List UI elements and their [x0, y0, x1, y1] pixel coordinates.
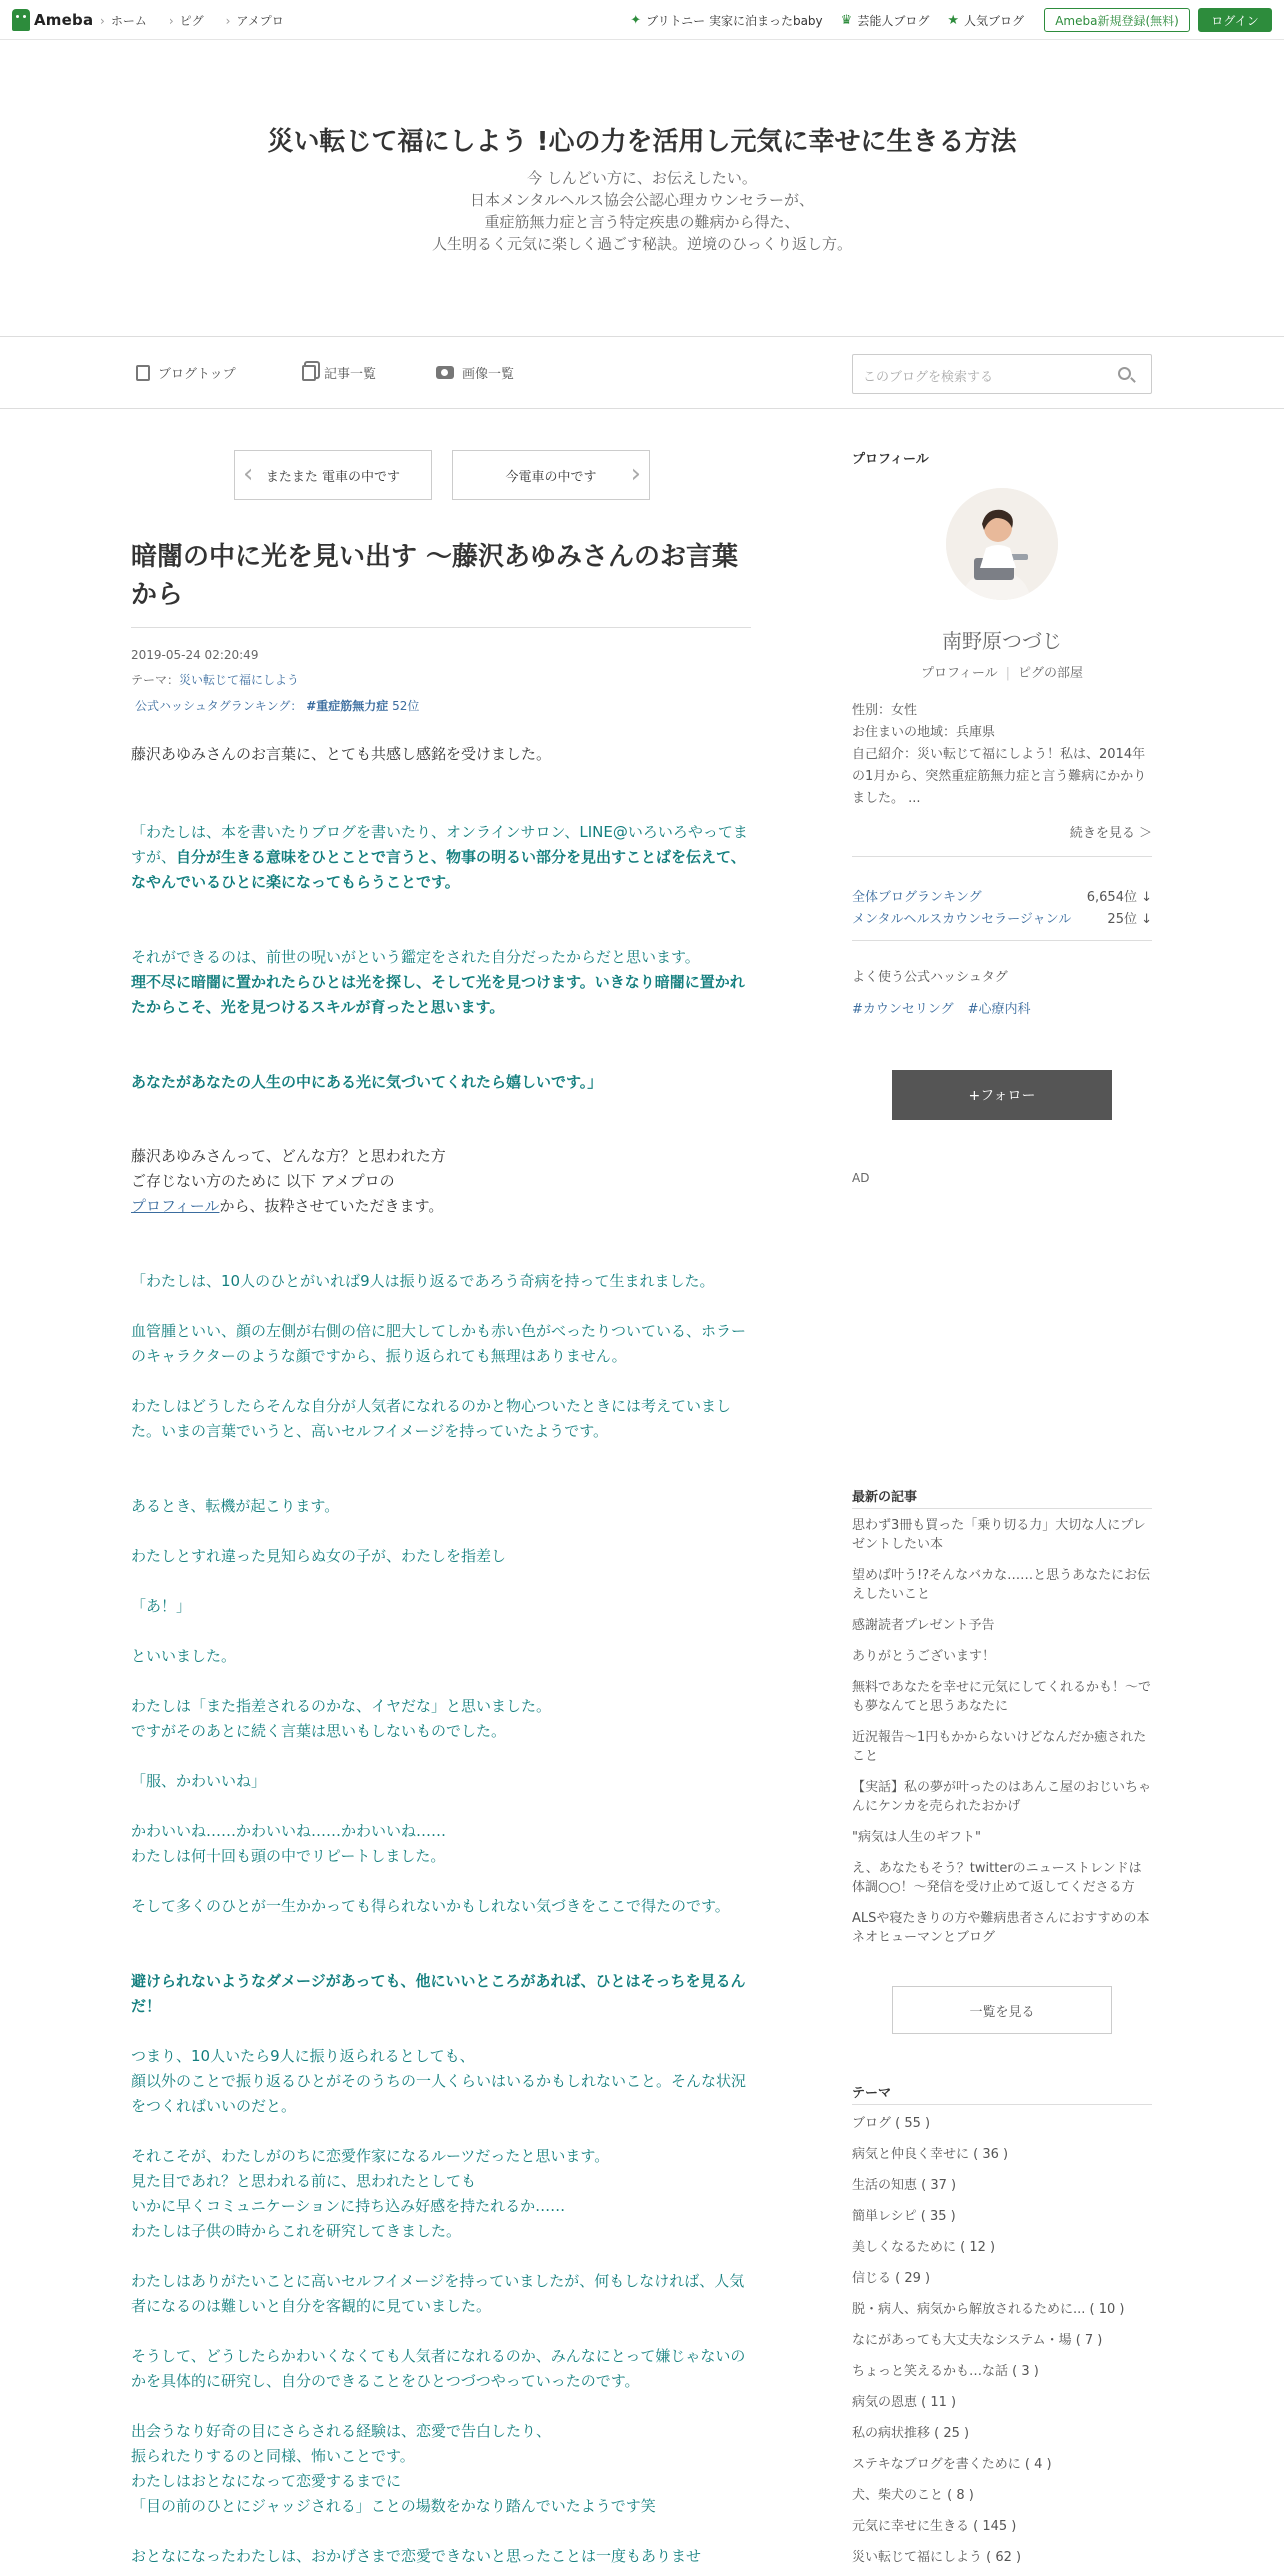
recent-articles [852, 1516, 1152, 1959]
theme-link[interactable]: 病気と仲良く幸せに ( 36 ) [852, 2147, 1009, 2162]
paragraph [131, 1969, 751, 2019]
quote-text: それができるのは、前世の呪いがという鑑定をされた自分だったからだと思います。 [131, 948, 700, 966]
text-line: つまり、10人いたら9人に振り返られるとしても、 [131, 2047, 475, 2065]
image-list-link[interactable] [436, 363, 514, 382]
text-line: いかに早くコミュニケーションに持ち込み好感を持たれるか…… [131, 2197, 566, 2215]
recent-article-link[interactable]: 近況報告〜1円もかからないけどなんだか癒されたこと [852, 1730, 1147, 1764]
paragraph [131, 2044, 751, 2119]
quote-bold: あなたがあなたの人生の中にある光に気づいてくれたら嬉しいです。」 [131, 1073, 603, 1091]
text-line: わたしはおとなになって恋愛するまでに [131, 2472, 402, 2490]
featured-links [630, 12, 1024, 29]
theme-link[interactable]: 信じる ( 29 ) [852, 2271, 931, 2286]
theme-link[interactable]: 災い転じて福にしよう [179, 673, 300, 687]
recent-article-link[interactable]: 【実話】私の夢が叶ったのはあんこ屋のおじいちゃんにケンカを売られたおかげ [852, 1780, 1152, 1814]
quote-bold: 自分が生きる意味をひとことで言うと、物事の明るい部分を見出すことばを伝えて、なやんでいるひとに楽になってもらうことです。 [131, 848, 746, 891]
nav-amepro[interactable]: › アメプロ [226, 12, 284, 29]
blog-header [0, 41, 1284, 337]
celebrity-blog-label: 芸能人ブログ [857, 14, 930, 28]
camera-icon [436, 366, 454, 379]
read-more-link[interactable]: 続きを見る ＞ [1069, 826, 1152, 841]
paragraph: そして多くのひとが一生かかっても得られないかもしれない気づきをここで得たのです。 [131, 1897, 730, 1915]
divider [852, 856, 1152, 857]
search-icon[interactable] [1118, 367, 1131, 380]
ad-label: AD [852, 1171, 870, 1185]
blog-desc-line: 人生明るく元気に楽しく過ごす秘訣。逆境のひっくり返し方。 [431, 235, 852, 253]
theme-link[interactable]: ちょっと笑えるかも…な話 ( 3 ) [852, 2364, 1039, 2379]
ameba-logo-icon [12, 9, 30, 31]
paragraph: わたしとすれ違った見知らぬ女の子が、わたしを指差し [131, 1547, 507, 1565]
paragraph: 藤沢あゆみさんのお言葉に、とても共感し感銘を受けました。 [131, 745, 552, 763]
divider [852, 2104, 1152, 2105]
profile-link[interactable]: プロフィール [131, 1197, 220, 1215]
article-list-label: 記事一覧 [324, 367, 377, 382]
celebrity-blog-link[interactable] [841, 12, 930, 29]
paragraph [131, 1144, 751, 1219]
recent-article-link[interactable]: 無料であなたを幸せに元気にしてくれるかも！〜でも夢なんてと思うあなたに [852, 1680, 1152, 1714]
blog-nav [0, 337, 1284, 409]
hashtag-ranking-label: 公式ハッシュタグランキング： [135, 699, 303, 713]
theme-label: テーマ： [131, 673, 180, 687]
recent-article-link[interactable]: 思わず3冊も買った「乗り切る力」大切な人にプレゼントしたい本 [852, 1518, 1146, 1552]
login-button[interactable]: ログイン [1198, 8, 1272, 32]
quote-paragraph [131, 945, 751, 1020]
text-line: ご存じない方のために 以下 アメプロの [131, 1172, 395, 1190]
recent-article-link[interactable]: ありがとうございます！ [852, 1649, 996, 1664]
divider [852, 1508, 1152, 1509]
quote-paragraph [131, 820, 751, 895]
profile-info [852, 700, 1152, 810]
global-header [0, 0, 1284, 40]
separator: | [1005, 666, 1011, 681]
blog-desc-line: 今 しんどい方に、お伝えしたい。 [527, 169, 757, 187]
recent-heading: 最新の記事 [852, 1490, 918, 1505]
document-icon [136, 365, 150, 381]
recent-article-link[interactable]: 望めば叶う!?そんなバカな……と思うあなたにお伝えしたいこと [852, 1568, 1151, 1602]
text-line: 「目の前のひとにジャッジされる」ことの場数をかなり踏んでいたようです笑 [131, 2497, 656, 2515]
recent-article-link[interactable]: え、あなたもそう？twitterのニューストレンドは体調○○！〜発信を受け止めて返してくださる方 [852, 1861, 1142, 1895]
crown-icon: ♛ [840, 13, 853, 28]
theme-link[interactable]: ブログ ( 55 ) [852, 2116, 931, 2131]
overall-ranking[interactable] [852, 886, 1152, 905]
text-line: わたしは「また指差されるのかな、イヤだな」と思いました。 [131, 1697, 552, 1715]
profile-area: お住まいの地域：兵庫県 [852, 725, 996, 740]
article-title[interactable]: 暗闇の中に光を見い出す 〜藤沢あゆみさんのお言葉から [131, 542, 739, 610]
article-date: 2019-05-24 02:20:49 [131, 648, 259, 662]
theme-link[interactable]: 生活の知恵 ( 37 ) [852, 2178, 957, 2193]
sparkle-icon: ✦ [630, 13, 642, 28]
theme-heading: テーマ [852, 2086, 892, 2101]
hashtag-link[interactable]: #心療内科 [967, 1002, 1031, 1017]
text-line: ですがそのあとに続く言葉は思いもしないものでした。 [131, 1722, 507, 1740]
paragraph [131, 2144, 751, 2244]
blog-top-link[interactable] [136, 363, 236, 382]
bold-text: 避けられないようなダメージがあっても、他にいいところがあれば、ひとはそっちを見るんだ！ [131, 1972, 746, 2015]
text-line: かわいいね……かわいいね……かわいいね…… [131, 1822, 447, 1840]
theme-link[interactable]: 元気に幸せに生きる ( 145 ) [852, 2519, 1017, 2534]
paragraph: 「服、かわいいね」 [131, 1772, 267, 1790]
ranking-label: メンタルヘルスカウンセラージャンル [852, 912, 1072, 927]
text-line: それこそが、わたしがのちに恋愛作家になるルーツだったと思います。 [131, 2147, 610, 2165]
popular-blog-link[interactable] [947, 12, 1024, 29]
quote-bold: 理不尽に暗闇に置かれたらひとは光を探し、そして光を見つけます。いきなり暗闇に置かれたからこそ、光を見つけるスキルが育ったと思います。 [131, 973, 745, 1016]
hashtag-link[interactable]: #カウンセリング [852, 1002, 954, 1017]
profile-intro: 自己紹介：災い転じて福にしよう！私は、2014年の1月から、突然重症筋無力症と言う難病にかかりました。 ... [852, 747, 1147, 806]
profile-heading: プロフィール [852, 452, 929, 467]
trend-link[interactable] [630, 12, 822, 29]
next-article-button[interactable] [452, 450, 650, 500]
popular-blog-label: 人気ブログ [963, 14, 1024, 28]
text-line [131, 1194, 751, 1219]
divider [131, 627, 751, 628]
paragraph: 「あ！」 [131, 1597, 192, 1615]
hashtag-link[interactable]: #重症筋無力症 [306, 699, 389, 713]
paragraph: といいました。 [131, 1647, 237, 1665]
ameba-logo[interactable] [12, 9, 93, 31]
blog-desc-line: 日本メンタルヘルス協会公認心理カウンセラーが、 [470, 191, 814, 209]
prev-article-label: またまた 電車の中です [265, 469, 401, 485]
genre-ranking[interactable] [852, 908, 1152, 927]
recent-article-link[interactable]: "病気は人生のギフト" [852, 1830, 981, 1845]
text-line: わたしは何十回も頭の中でリピートしました。 [131, 1847, 446, 1865]
blog-top-label: ブログトップ [158, 367, 236, 382]
text-span: から、抜粋させていただきます。 [219, 1197, 444, 1215]
ranking-value: 6,654位 ↓ [1086, 890, 1152, 905]
paragraph [131, 1819, 751, 1869]
nav-pig[interactable]: › ピグ [169, 12, 204, 29]
nav-home[interactable]: › ホーム [100, 12, 147, 29]
theme-link[interactable]: なにがあっても大丈夫なシステム・場 ( 7 ) [852, 2333, 1103, 2348]
blog-description [0, 167, 1284, 255]
theme-link[interactable]: 美しくなるために ( 12 ) [852, 2240, 996, 2255]
ranking-value: 25位 ↓ [1107, 912, 1152, 927]
paragraph: 「わたしは、10人のひとがいれば9人は振り返るであろう奇病を持って生まれました。 [131, 1272, 715, 1290]
theme-link[interactable]: 災い転じて福にしよう ( 62 ) [852, 2550, 1022, 2565]
profile-name[interactable]: 南野原つづじ [942, 629, 1062, 653]
avatar-photo [946, 488, 1058, 600]
blog-title[interactable]: 災い転じて福にしよう !心の力を活用し元気に幸せに生きる方法 [267, 127, 1017, 157]
paragraph: わたしはどうしたらそんな自分が人気者になれるのかと物心ついたときには考えていました。いまの言葉でいうと、高いセルフイメージを持っていたようです。 [131, 1397, 732, 1440]
profile-gender: 性別：女性 [852, 703, 918, 718]
theme-link[interactable]: 病気の恩恵 ( 11 ) [852, 2395, 957, 2410]
image-list-label: 画像一覧 [462, 367, 515, 382]
paragraph: そうして、どうしたらかわいくなくても人気者になれるのか、みんなにとって嫌じゃないのかを具体的に研究し、自分のできることをひとつづつやっていったのです。 [131, 2347, 746, 2390]
text-line: 見た目であれ？と思われる前に、思われたとしても [131, 2172, 477, 2190]
text-line: わたしは子供の時からこれを研究してきました。 [131, 2222, 462, 2240]
theme-link[interactable]: ステキなブログを書くために ( 4 ) [852, 2457, 1052, 2472]
global-nav [100, 12, 284, 29]
quote-text: 「わたしは、本を書いたりブログを書いたり、オンラインサロン、LINE@いろいろやってますが、 [131, 823, 748, 866]
avatar[interactable] [946, 488, 1058, 600]
blog-desc-line: 重症筋無力症と言う特定疾患の難病から得た、 [484, 213, 800, 231]
text-line: 出会うなり好奇の目にさらされる経験は、恋愛で告白したり、 [131, 2422, 552, 2440]
copy-icon [302, 365, 316, 381]
theme-link[interactable]: 私の病状推移 ( 25 ) [852, 2426, 970, 2441]
divider [852, 940, 1152, 941]
article-list-link[interactable] [302, 363, 376, 382]
paragraph: あるとき、転機が起こります。 [131, 1497, 340, 1515]
prev-article-button[interactable] [234, 450, 432, 500]
hashtags-heading: よく使う公式ハッシュタグ [852, 970, 1008, 985]
paragraph [131, 2419, 751, 2519]
theme-link[interactable]: 犬、柴犬のこと ( 8 ) [852, 2488, 974, 2503]
ranking-label: 全体ブログランキング [852, 890, 982, 905]
hashtag-list [852, 998, 1031, 1017]
paragraph [131, 1694, 751, 1744]
text-line: 顔以外のことで振り返るひとがそのうちの一人くらいはいるかもしれないこと。そんな状況をつくればいいのだと。 [131, 2072, 747, 2115]
recent-article-link[interactable]: 感謝読者プレゼント予告 [852, 1618, 995, 1633]
blog-search-input[interactable]: このブログを検索する [852, 354, 1152, 394]
pig-room-link[interactable]: ピグの部屋 [1018, 666, 1084, 681]
theme-list [852, 2112, 1152, 2568]
recent-article-link[interactable]: ALSや寝たきりの方や難病患者さんにおすすめの本ネオヒューマンとブログ [852, 1911, 1150, 1945]
quote-paragraph [131, 1070, 751, 1095]
profile-links [852, 662, 1152, 681]
text-line: 藤沢あゆみさんって、どんな方？と思われた方 [131, 1147, 446, 1165]
profile-link[interactable]: プロフィール [920, 666, 998, 681]
view-all-button[interactable]: 一覧を見る [892, 1986, 1112, 2034]
theme-link[interactable]: 脱・病人、病気から解放されるために... ( 10 ) [852, 2302, 1125, 2317]
hashtag-rank: 52位 [392, 699, 420, 713]
hashtag-ranking [135, 697, 419, 714]
paragraph: わたしはありがたいことに高いセルフイメージを持っていましたが、何もしなければ、人気者になるのは難しいと自分を客観的に見ていました。 [131, 2272, 745, 2315]
register-button[interactable]: Ameba新規登録(無料) [1044, 8, 1190, 32]
chevron-left-icon: ‹ [243, 459, 254, 489]
follow-button[interactable]: +フォロー [892, 1070, 1112, 1120]
next-article-label: 今電車の中です [505, 469, 597, 485]
chevron-right-icon: › [630, 459, 641, 489]
theme-link[interactable]: 簡単レシピ ( 35 ) [852, 2209, 956, 2224]
ameba-logo-text: Ameba [34, 11, 94, 29]
article-theme [131, 671, 299, 688]
paragraph: おとなになったわたしは、おかげさまで恋愛できないと思ったことは一度もありませ [131, 2547, 702, 2565]
paragraph: 血管腫といい、顔の左側が右側の倍に肥大してしかも赤い色がべったりついている、ホラーのキャラクターのような顔ですから、振り返られても無理はありません。 [131, 1322, 747, 1365]
star-icon: ★ [947, 13, 959, 28]
text-line: 振られたりするのと同様、怖いことです。 [131, 2447, 415, 2465]
trend-link-label: ブリトニー 実家に泊まったbaby [646, 14, 823, 28]
